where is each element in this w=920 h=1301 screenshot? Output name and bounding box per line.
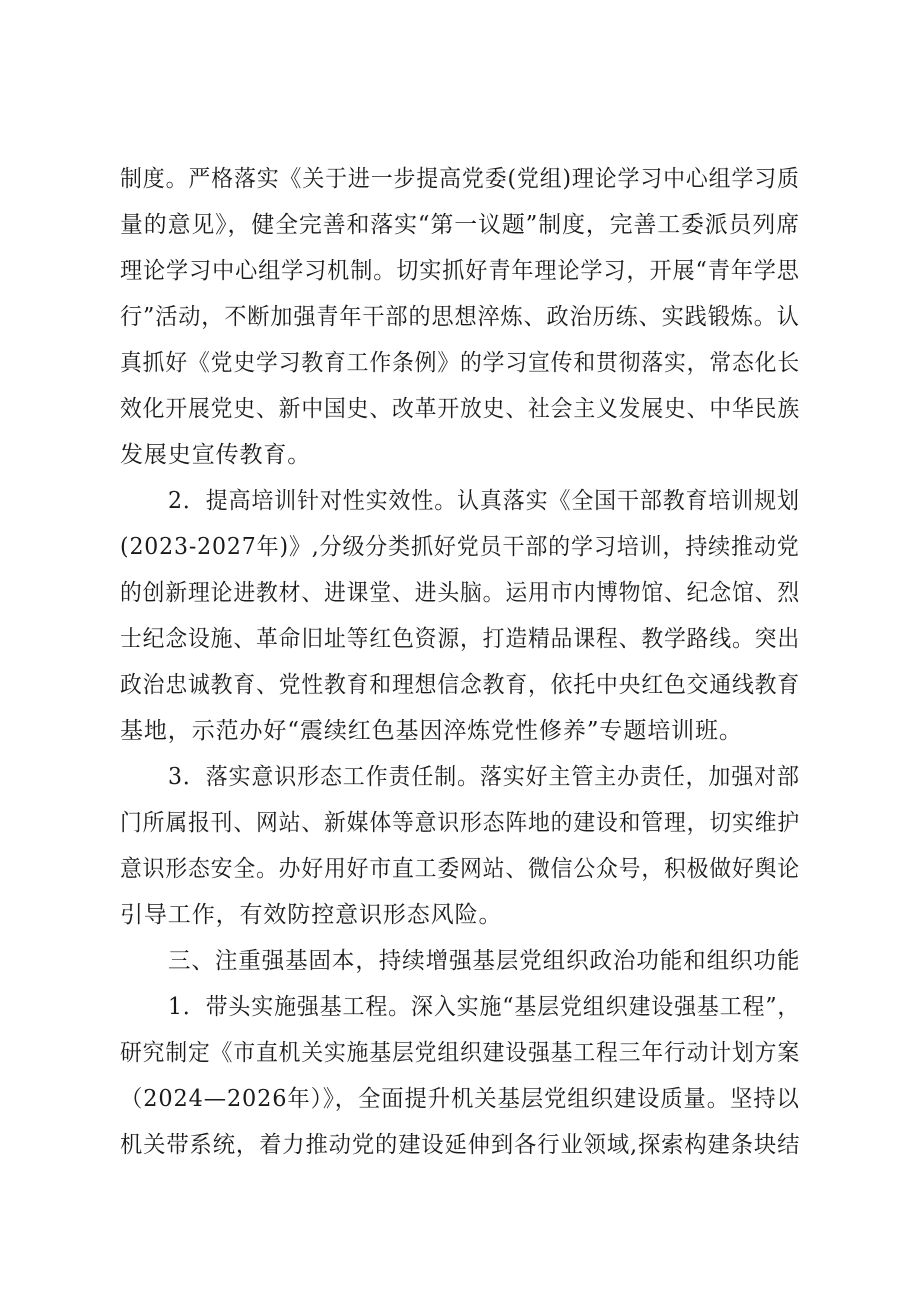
text-line: 发展史宣传教育。 — [120, 442, 312, 468]
text-line: 研究制定《市直机关实施基层党组织建设强基工程三年行动计划方案 — [120, 1040, 801, 1066]
text-line: 引导工作，有效防控意识形态风险。 — [120, 902, 503, 928]
paragraph-start-line: 2．提高培训针对性实效性。认真落实《全国干部教育培训规划 — [168, 488, 800, 514]
text-line: 门所属报刊、网站、新媒体等意识形态阵地的建设和管理，切实维护 — [120, 810, 801, 836]
text-line: 制度。严格落实《关于进一步提高党委(党组)理论学习中心组学习质 — [120, 166, 800, 192]
text-line: 士纪念设施、革命旧址等红色资源，打造精品课程、教学路线。突出 — [120, 626, 801, 652]
text-line: 意识形态安全。办好用好市直工委网站、微信公众号，积极做好舆论 — [120, 856, 801, 882]
text-line: 基地，示范办好“震续红色基因淬炼党性修养”专题培训班。 — [120, 718, 743, 744]
text-line: 的创新理论进教材、进课堂、进头脑。运用市内博物馆、纪念馆、烈 — [120, 580, 801, 606]
text-line: 效化开展党史、新中国史、改革开放史、社会主义发展史、中华民族 — [120, 396, 801, 422]
text-line: （2024—2026年）》，全面提升机关基层党组织建设质量。坚持以 — [120, 1086, 800, 1112]
section-heading: 三、注重强基固本，持续增强基层党组织政治功能和组织功能 — [168, 948, 801, 974]
text-line: 机关带系统，着力推动党的建设延伸到各行业领域,探索构建条块结 — [120, 1132, 801, 1158]
paragraph-start-line: 1．带头实施强基工程。深入实施“基层党组织建设强基工程”， — [168, 994, 801, 1020]
text-line: 真抓好《党史学习教育工作条例》的学习宣传和贯彻落实，常态化长 — [120, 350, 801, 376]
text-line: 量的意见》，健全完善和落实“第一议题”制度，完善工委派员列席 — [120, 212, 801, 238]
text-line: 理论学习中心组学习机制。切实抓好青年理论学习，开展“青年学思 — [120, 258, 800, 284]
text-line: (2023-2027年)》,分级分类抓好党员干部的学习培训，持续推动党 — [120, 534, 800, 560]
text-line: 政治忠诚教育、党性教育和理想信念教育，依托中央红色交通线教育 — [120, 672, 801, 698]
paragraph-start-line: 3．落实意识形态工作责任制。落实好主管主办责任，加强对部 — [168, 764, 800, 790]
text-line: 行”活动，不断加强青年干部的思想淬炼、政治历练、实践锻炼。认 — [120, 304, 800, 330]
